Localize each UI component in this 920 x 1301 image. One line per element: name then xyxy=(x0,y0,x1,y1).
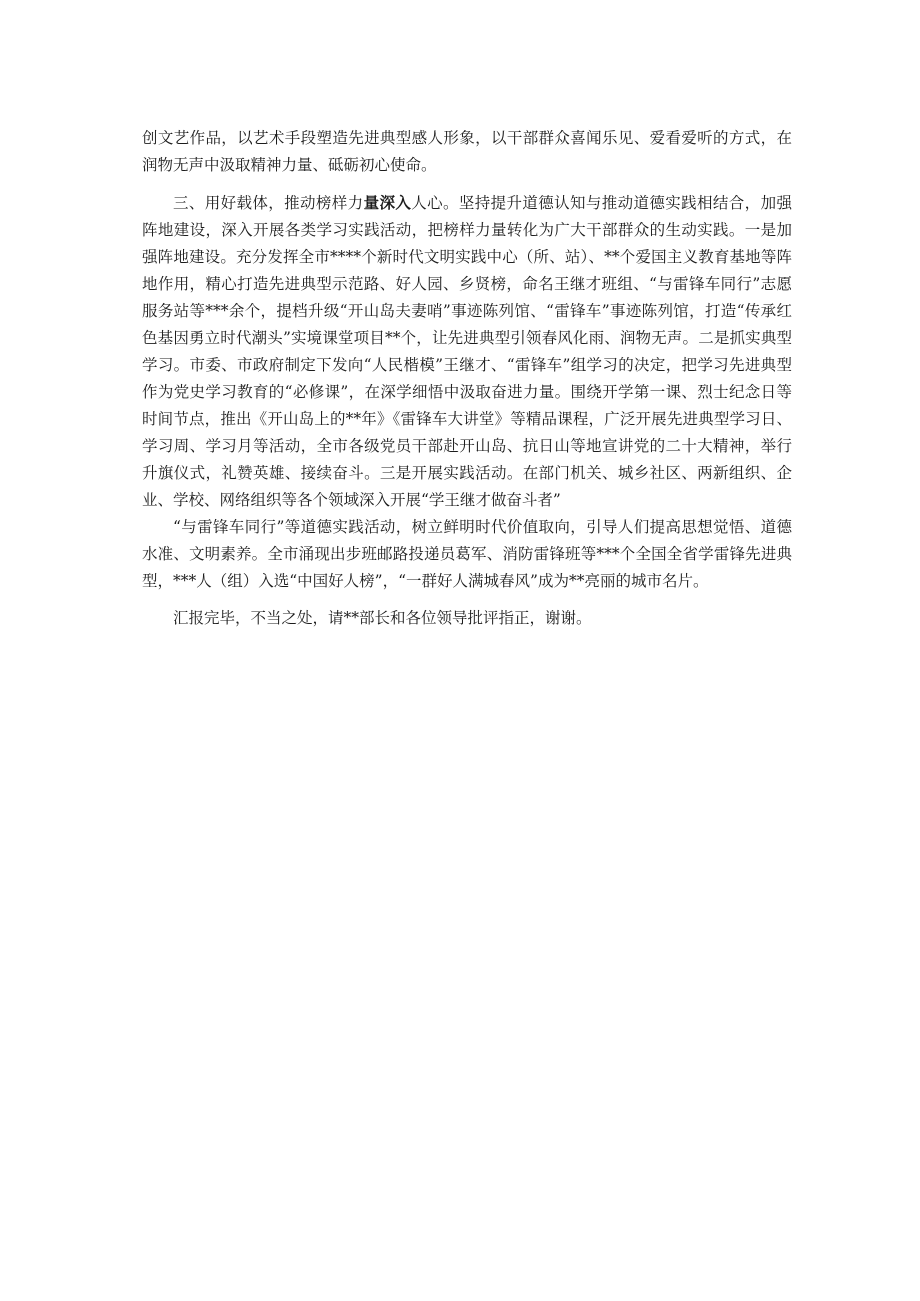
section-three-heading-suffix: 人心。 xyxy=(411,194,459,212)
section-three-heading-prefix: 三、用好载体，推动榜样力 xyxy=(173,194,364,212)
closing-paragraph xyxy=(142,605,792,632)
closing-text: 汇报完毕，不当之处，请**部长和各位领导批评指正，谢谢。 xyxy=(173,609,592,627)
paragraph-continuation xyxy=(142,125,792,179)
section-three-body: 坚持提升道德认知与推动道德实践相结合，加强阵地建设，深入开展各类学习实践活动，把榜样力量转化为广大干部群众的生动实践。一是加强阵地建设。充分发挥全市****个新时代文明实践中心（所、站）、**个爱国主义教育基地等阵地作用，精心打造先进典型示范路、好人园、乡贤榜，命名王继才班组、“与雷锋车同行”志愿服务站等***余个，提档升级“开山岛夫妻哨”事迹陈列馆、“雷锋车”事迹陈列馆，打造“传承红色基因勇立时代潮头”实境课堂项目**个，让先进典型引领春风化雨、润物无声。二是抓实典型学习。市委、市政府制定下发向“人民楷模”王继才、“雷锋车”组学习的决定，把学习先进典型作为党史学习教育的“必修课”，在深学细悟中汲取奋进力量。围绕开学第一课、烈士纪念日等时间节点，推出《开山岛上的**年》《雷锋车大讲堂》等精品课程，广泛开展先进典型学习日、学习周、学习月等活动，全市各级党员干部赴开山岛、抗日山等地宣讲党的二十大精神，举行升旗仪式，礼赞英雄、接续奋斗。三是开展实践活动。在部门机关、城乡社区、两新组织、企业、学校、网络组织等各个领域深入开展“学王继才做奋斗者” xyxy=(142,194,792,509)
section-three-paragraph xyxy=(142,189,792,595)
section-three-body-continued: “与雷锋车同行”等道德实践活动，树立鲜明时代价值取向，引导人们提高思想觉悟、道德水准、文明素养。全市涌现出步班邮路投递员葛军、消防雷锋班等***个全国全省学雷锋先进典型，***人（组）入选“中国好人榜”，“一群好人满城春风”成为**亮丽的城市名片。 xyxy=(142,518,792,590)
section-three-heading-bold: 量深入 xyxy=(363,193,412,212)
document-body xyxy=(142,125,792,642)
paragraph-1-text: 创文艺作品，以艺术手段塑造先进典型感人形象，以干部群众喜闻乐见、爱看爱听的方式，在润物无声中汲取精神力量、砥砺初心使命。 xyxy=(142,129,792,174)
